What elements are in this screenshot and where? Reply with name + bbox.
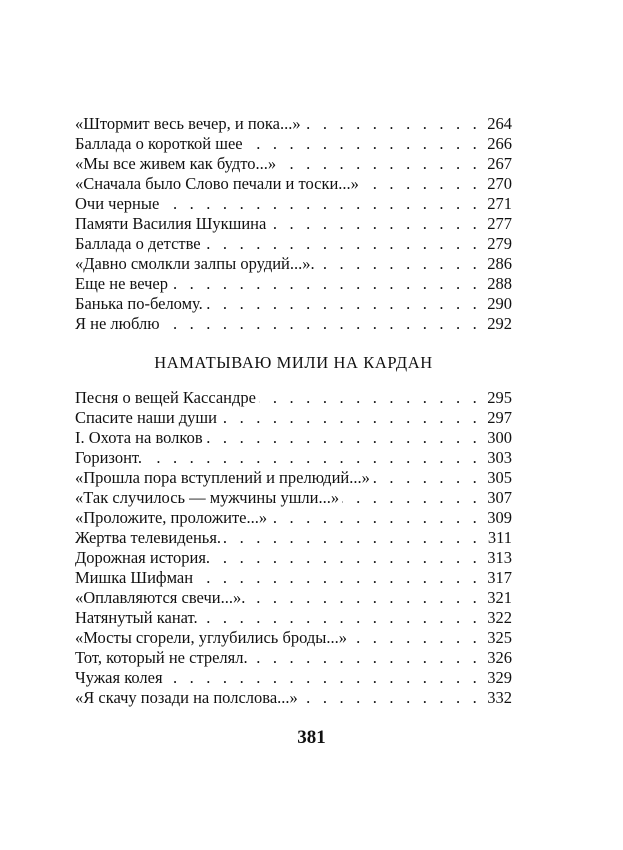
toc-entry-page: 311	[487, 528, 512, 547]
toc-entry-title: Очи черные	[75, 194, 160, 213]
dot-leader	[301, 688, 481, 708]
toc-entry-title: Дорожная история.	[75, 548, 211, 567]
dot-leader	[246, 134, 481, 154]
dot-leader	[213, 548, 481, 568]
dot-leader	[201, 608, 481, 628]
dot-leader	[251, 648, 481, 668]
toc-entry	[75, 608, 512, 628]
toc-entry	[75, 294, 512, 314]
toc-entry-page: 288	[487, 274, 512, 293]
toc-entry	[75, 588, 512, 608]
toc-entry	[75, 568, 512, 588]
toc-entry-title: Жертва телевиденья.	[75, 528, 222, 547]
toc-entry-page: 329	[487, 668, 512, 687]
toc-entry	[75, 314, 512, 334]
toc-entry	[75, 194, 512, 214]
dot-leader	[304, 114, 481, 134]
toc-entry-page: 290	[487, 294, 512, 313]
toc-list-top	[75, 114, 512, 334]
toc-entry-title: Я не люблю	[75, 314, 160, 333]
dot-leader	[342, 488, 481, 508]
toc-entry	[75, 274, 512, 294]
toc-entry-page: 303	[487, 448, 512, 467]
dot-leader	[163, 314, 481, 334]
toc-entry-title: I. Охота на волков	[75, 428, 203, 447]
toc-entry-title: Мишка Шифман	[75, 568, 194, 587]
dot-leader	[206, 428, 481, 448]
dot-leader	[145, 448, 481, 468]
toc-entry-title: Тот, который не стрелял.	[75, 648, 248, 667]
toc-entry-title: «Мосты сгорели, углубились броды...»	[75, 628, 347, 647]
toc-entry-title: «Оплавляются свечи...».	[75, 588, 246, 607]
toc-entry-page: 317	[487, 568, 512, 587]
toc-entry	[75, 668, 512, 688]
toc-entry-page: 277	[487, 214, 512, 233]
toc-entry-page: 321	[487, 588, 512, 607]
toc-entry	[75, 548, 512, 568]
toc-entry	[75, 234, 512, 254]
toc-entry	[75, 448, 512, 468]
toc-entry-page: 305	[487, 468, 512, 487]
toc-entry-page: 292	[487, 314, 512, 333]
dot-leader	[269, 214, 481, 234]
toc-entry-title: Натянутый канат.	[75, 608, 198, 627]
toc-entry-title: Горизонт.	[75, 448, 143, 467]
dot-leader	[318, 254, 481, 274]
toc-entry-page: 309	[487, 508, 512, 527]
toc-entry	[75, 388, 512, 408]
toc-entry-title: Спасите наши души	[75, 408, 217, 427]
dot-leader	[259, 388, 481, 408]
toc-entry-page: 300	[487, 428, 512, 447]
dot-leader	[373, 468, 481, 488]
page-number: 381	[297, 727, 326, 748]
toc-entry	[75, 528, 512, 548]
toc-entry-page: 325	[487, 628, 512, 647]
dot-leader	[220, 408, 481, 428]
toc-entry	[75, 648, 512, 668]
dot-leader	[196, 568, 481, 588]
toc-entry-title: «Сначала было Слово печали и тоски...»	[75, 174, 359, 193]
toc-entry	[75, 174, 512, 194]
toc-entry	[75, 488, 512, 508]
dot-leader	[204, 234, 481, 254]
toc-entry-page: 326	[487, 648, 512, 667]
toc-entry-title: Чужая колея	[75, 668, 163, 687]
toc-entry-title: «Давно смолкли залпы орудий...».	[75, 254, 315, 273]
dot-leader	[270, 508, 481, 528]
dot-leader	[350, 628, 481, 648]
section-heading: НАМАТЫВАЮ МИЛИ НА КАРДАН	[154, 353, 433, 372]
toc-entry-page: 322	[487, 608, 512, 627]
toc-entry	[75, 628, 512, 648]
toc-entry-page: 279	[487, 234, 512, 253]
toc-entry	[75, 688, 512, 708]
dot-leader	[162, 194, 481, 214]
dot-leader	[206, 294, 481, 314]
toc-list-bottom	[75, 388, 512, 708]
toc-entry-page: 266	[487, 134, 512, 153]
toc-entry-title: «Я скачу позади на полслова...»	[75, 688, 298, 707]
toc-entry-page: 307	[487, 488, 512, 507]
toc-entry	[75, 254, 512, 274]
toc-entry	[75, 408, 512, 428]
dot-leader	[166, 668, 481, 688]
toc-entry-page: 264	[487, 114, 512, 133]
toc-entry-page: 297	[487, 408, 512, 427]
dot-leader	[224, 528, 481, 548]
toc-entry-title: Баллада о детстве	[75, 234, 201, 253]
toc-entry-title: Банька по-белому.	[75, 294, 203, 313]
toc-entry	[75, 134, 512, 154]
toc-entry	[75, 468, 512, 488]
toc-entry-title: «Штормит весь вечер, и пока...»	[75, 114, 301, 133]
toc-entry-title: Памяти Василия Шукшина	[75, 214, 267, 233]
toc-entry-title: «Так случилось — мужчины ушли...»	[75, 488, 340, 507]
toc-entry	[75, 428, 512, 448]
toc-entry-page: 267	[487, 154, 512, 173]
toc-entry	[75, 214, 512, 234]
dot-leader	[171, 274, 481, 294]
toc-entry-page: 295	[487, 388, 512, 407]
toc-entry	[75, 508, 512, 528]
dot-leader	[279, 154, 481, 174]
toc-entry-page: 271	[487, 194, 512, 213]
toc-entry	[75, 154, 512, 174]
toc-entry-title: Баллада о короткой шее	[75, 134, 243, 153]
toc-entry-page: 286	[487, 254, 512, 273]
toc-entry-title: «Проложите, проложите...»	[75, 508, 268, 527]
toc-entry-title: Еще не вечер	[75, 274, 168, 293]
toc-entry-title: «Прошла пора вступлений и прелюдий...»	[75, 468, 370, 487]
toc-entry-title: «Мы все живем как будто...»	[75, 154, 277, 173]
toc-entry-page: 332	[487, 688, 512, 707]
toc-entry	[75, 114, 512, 134]
toc-entry-title: Песня о вещей Кассандре	[75, 388, 256, 407]
dot-leader	[248, 588, 481, 608]
toc-entry-page: 313	[487, 548, 512, 567]
dot-leader	[362, 174, 481, 194]
toc-entry-page: 270	[487, 174, 512, 193]
